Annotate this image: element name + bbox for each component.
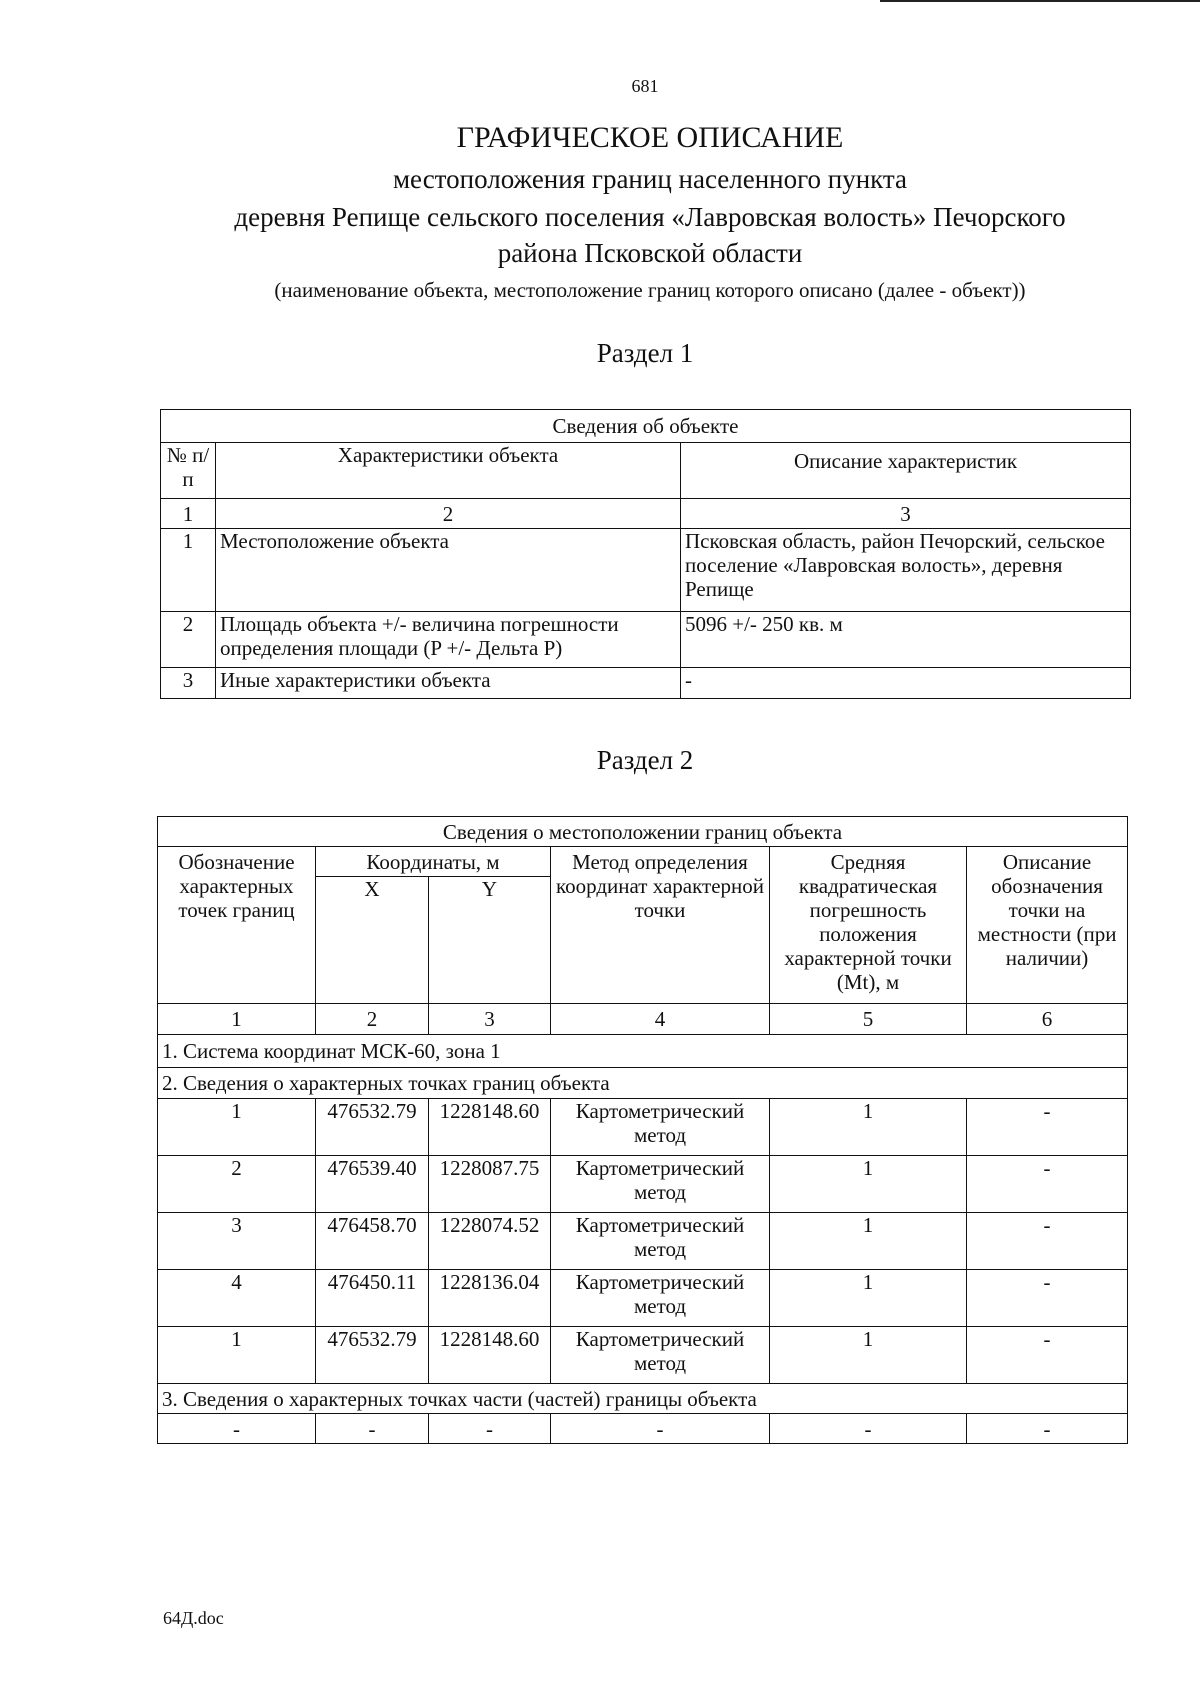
- row-characteristic: Площадь объекта +/- величина погрешности определения площади (P +/- Дельта P): [216, 612, 681, 668]
- row-characteristic: Местоположение объекта: [216, 529, 681, 612]
- col-number: 6: [967, 1004, 1128, 1035]
- col-number: 2: [216, 499, 681, 529]
- table-row: [158, 1414, 1128, 1444]
- point-id: 1: [158, 1099, 316, 1156]
- point-y: 1228136.04: [429, 1270, 551, 1327]
- point-description: -: [967, 1156, 1128, 1213]
- section2-title: Раздел 2: [596, 745, 694, 775]
- point-y: 1228148.60: [429, 1099, 551, 1156]
- row-description: Псковская область, район Печорский, сельское поселение «Лавровская волость», деревня Репище: [681, 529, 1131, 612]
- points-heading-row: 2. Сведения о характерных точках границ объекта: [158, 1068, 1128, 1099]
- header-error: Средняя квадратическая погрешность положения характерной точки (Mt), м: [770, 847, 967, 1004]
- object-info-table: [160, 409, 1131, 699]
- row-num: 1: [161, 529, 216, 612]
- section1-title: Раздел 1: [596, 338, 694, 368]
- table-row: [161, 668, 1131, 699]
- point-id: 3: [158, 1213, 316, 1270]
- table-row: [158, 1213, 1128, 1270]
- header-characteristic: Характеристики объекта: [216, 443, 681, 499]
- row-description: -: [681, 668, 1131, 699]
- parts-heading-row: 3. Сведения о характерных точках части (частей) границы объекта: [158, 1384, 1128, 1414]
- point-mt: 1: [770, 1213, 967, 1270]
- object-name-line1: деревня Репище сельского поселения «Лавровская волость» Печорского: [234, 202, 1066, 232]
- point-y: 1228087.75: [429, 1156, 551, 1213]
- boundary-table-title: Сведения о местоположении границ объекта: [158, 817, 1128, 847]
- document-subtitle: местоположения границ населенного пункта: [392, 164, 908, 194]
- title-block: [170, 120, 1130, 304]
- table-row: [158, 1156, 1128, 1213]
- parts-cell: -: [158, 1414, 316, 1444]
- header-point-description: Описание обозначения точки на местности (при наличии): [967, 847, 1128, 1004]
- col-number: 3: [429, 1004, 551, 1035]
- header-description: Описание характеристик: [681, 443, 1131, 499]
- point-mt: 1: [770, 1327, 967, 1384]
- point-id: 2: [158, 1156, 316, 1213]
- table-row: [161, 612, 1131, 668]
- point-id: 1: [158, 1327, 316, 1384]
- object-name-line2: района Псковской области: [497, 238, 803, 268]
- header-point: Обозначение характерных точек границ: [158, 847, 316, 1004]
- point-description: -: [967, 1213, 1128, 1270]
- point-y: 1228148.60: [429, 1327, 551, 1384]
- col-number: 1: [161, 499, 216, 529]
- page-top-line: [880, 0, 1200, 2]
- point-method: Картометрический метод: [551, 1270, 770, 1327]
- point-method: Картометрический метод: [551, 1099, 770, 1156]
- object-name-note: (наименование объекта, местоположение границ которого описано (далее - объект)): [274, 278, 1026, 302]
- header-y: Y: [429, 877, 551, 1004]
- point-method: Картометрический метод: [551, 1327, 770, 1384]
- point-description: -: [967, 1099, 1128, 1156]
- document-title: ГРАФИЧЕСКОЕ ОПИСАНИЕ: [456, 121, 844, 154]
- parts-cell: -: [316, 1414, 429, 1444]
- table-row: [158, 1327, 1128, 1384]
- point-method: Картометрический метод: [551, 1213, 770, 1270]
- col-number: 2: [316, 1004, 429, 1035]
- header-coordinates: Координаты, м: [316, 847, 551, 877]
- col-number: 5: [770, 1004, 967, 1035]
- boundary-points-table: [157, 816, 1128, 1444]
- point-mt: 1: [770, 1270, 967, 1327]
- row-description: 5096 +/- 250 кв. м: [681, 612, 1131, 668]
- coordinate-system-row: 1. Система координат МСК-60, зона 1: [158, 1035, 1128, 1068]
- point-method: Картометрический метод: [551, 1156, 770, 1213]
- page-number: 681: [631, 76, 659, 96]
- header-method: Метод определения координат характерной точки: [551, 847, 770, 1004]
- point-x: 476458.70: [316, 1213, 429, 1270]
- point-x: 476532.79: [316, 1327, 429, 1384]
- col-number: 3: [681, 499, 1131, 529]
- table-row: [158, 1270, 1128, 1327]
- col-number: 1: [158, 1004, 316, 1035]
- parts-cell: -: [967, 1414, 1128, 1444]
- point-x: 476450.11: [316, 1270, 429, 1327]
- col-number: 4: [551, 1004, 770, 1035]
- parts-cell: -: [770, 1414, 967, 1444]
- row-num: 3: [161, 668, 216, 699]
- table-row: [158, 1099, 1128, 1156]
- point-x: 476532.79: [316, 1099, 429, 1156]
- point-description: -: [967, 1327, 1128, 1384]
- point-description: -: [967, 1270, 1128, 1327]
- table-row: [161, 529, 1131, 612]
- footer-filename: 64Д.doc: [163, 1608, 224, 1628]
- header-num: № п/п: [161, 443, 216, 499]
- point-x: 476539.40: [316, 1156, 429, 1213]
- parts-cell: -: [429, 1414, 551, 1444]
- point-mt: 1: [770, 1156, 967, 1213]
- object-info-table-title: Сведения об объекте: [161, 410, 1131, 443]
- point-mt: 1: [770, 1099, 967, 1156]
- row-characteristic: Иные характеристики объекта: [216, 668, 681, 699]
- point-y: 1228074.52: [429, 1213, 551, 1270]
- point-id: 4: [158, 1270, 316, 1327]
- parts-cell: -: [551, 1414, 770, 1444]
- row-num: 2: [161, 612, 216, 668]
- header-x: X: [316, 877, 429, 1004]
